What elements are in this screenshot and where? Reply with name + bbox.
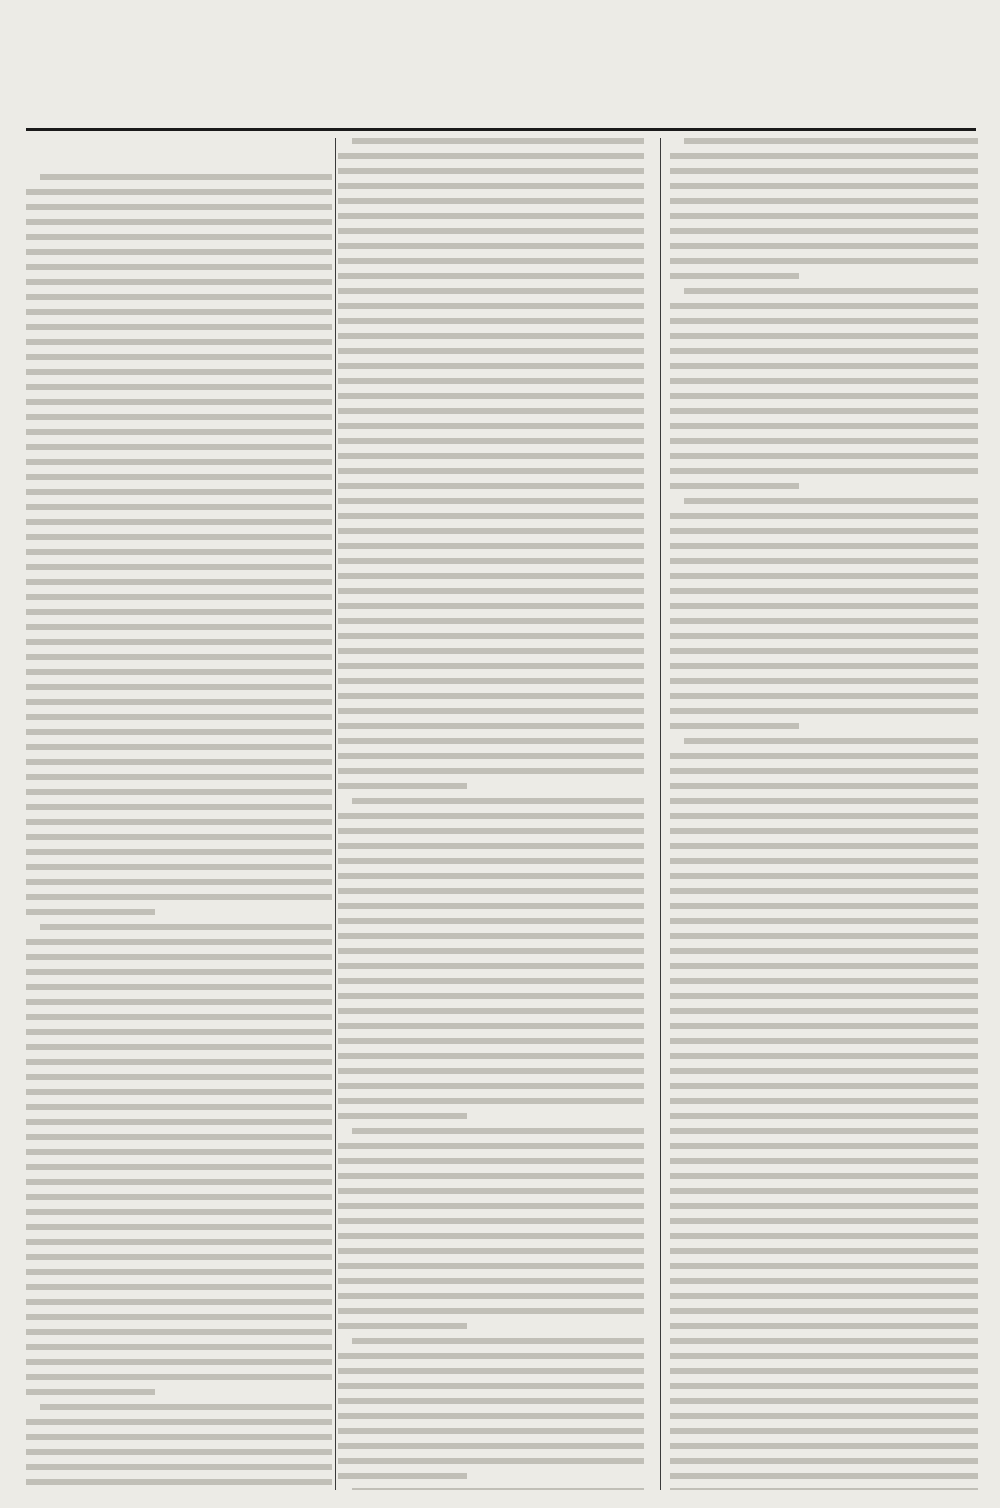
text-line xyxy=(670,1443,978,1449)
text-line xyxy=(26,1419,332,1425)
text-line xyxy=(26,249,332,255)
text-line xyxy=(670,153,978,159)
text-line xyxy=(338,1083,644,1089)
text-line xyxy=(26,1269,332,1275)
text-line xyxy=(338,558,644,564)
text-line xyxy=(26,1029,332,1035)
text-line xyxy=(338,783,467,789)
text-line xyxy=(26,1449,332,1455)
text-line xyxy=(670,168,978,174)
text-line xyxy=(26,1194,332,1200)
text-line xyxy=(26,684,332,690)
text-line xyxy=(26,519,332,525)
article xyxy=(338,138,644,789)
text-line xyxy=(338,198,644,204)
text-line xyxy=(26,474,332,480)
text-line xyxy=(670,333,978,339)
text-line xyxy=(26,579,332,585)
article xyxy=(338,1128,644,1329)
text-line xyxy=(338,183,644,189)
text-line xyxy=(338,168,644,174)
text-line xyxy=(670,468,978,474)
text-line xyxy=(26,1299,332,1305)
text-line xyxy=(26,1119,332,1125)
text-line xyxy=(670,303,978,309)
text-line xyxy=(670,243,978,249)
text-line xyxy=(670,258,978,264)
text-line xyxy=(670,558,978,564)
text-line xyxy=(670,453,978,459)
article xyxy=(338,1338,644,1479)
text-line xyxy=(670,393,978,399)
text-line xyxy=(670,438,978,444)
text-line xyxy=(26,984,332,990)
text-line xyxy=(670,1158,978,1164)
column-2 xyxy=(338,138,644,1490)
text-line xyxy=(26,1089,332,1095)
text-line xyxy=(338,723,644,729)
text-line xyxy=(670,843,978,849)
text-line xyxy=(338,528,644,534)
text-line xyxy=(338,888,644,894)
text-line xyxy=(670,873,978,879)
text-line xyxy=(338,1098,644,1104)
masthead-rule xyxy=(26,128,976,131)
text-line xyxy=(338,213,644,219)
text-line xyxy=(338,1353,644,1359)
text-line xyxy=(26,1164,332,1170)
text-line xyxy=(670,408,978,414)
text-line xyxy=(670,723,799,729)
text-line xyxy=(670,888,978,894)
column-body xyxy=(26,174,332,1490)
text-line xyxy=(26,549,332,555)
text-line xyxy=(684,498,978,504)
text-line xyxy=(338,363,644,369)
text-line xyxy=(338,588,644,594)
text-line xyxy=(26,804,332,810)
text-line xyxy=(26,264,332,270)
text-line xyxy=(338,258,644,264)
text-line xyxy=(338,1068,644,1074)
text-line xyxy=(670,1263,978,1269)
text-line xyxy=(670,708,978,714)
text-line xyxy=(338,153,644,159)
text-line xyxy=(670,1053,978,1059)
text-line xyxy=(338,1398,644,1404)
text-line xyxy=(338,438,644,444)
text-line xyxy=(26,744,332,750)
text-line xyxy=(26,1074,332,1080)
text-line xyxy=(338,813,644,819)
text-line xyxy=(670,1458,978,1464)
text-line xyxy=(338,663,644,669)
text-line xyxy=(670,918,978,924)
text-line xyxy=(670,663,978,669)
text-line xyxy=(26,429,332,435)
text-line xyxy=(338,978,644,984)
text-line xyxy=(26,954,332,960)
text-line xyxy=(26,1209,332,1215)
text-line xyxy=(670,948,978,954)
text-line xyxy=(338,378,644,384)
text-line xyxy=(338,243,644,249)
text-line xyxy=(26,729,332,735)
text-line xyxy=(26,759,332,765)
text-line xyxy=(26,1059,332,1065)
text-line xyxy=(670,858,978,864)
text-line xyxy=(26,189,332,195)
text-line xyxy=(338,1413,644,1419)
text-line xyxy=(338,1383,644,1389)
text-line xyxy=(670,483,799,489)
text-line xyxy=(26,459,332,465)
column-divider xyxy=(660,138,661,1490)
text-line xyxy=(338,468,644,474)
section-title xyxy=(26,142,332,166)
text-line xyxy=(26,534,332,540)
text-line xyxy=(670,693,978,699)
column-1 xyxy=(26,138,332,1490)
text-line xyxy=(26,414,332,420)
text-line xyxy=(670,1398,978,1404)
text-line xyxy=(26,444,332,450)
text-line xyxy=(338,693,644,699)
article xyxy=(670,498,978,729)
text-line xyxy=(670,903,978,909)
text-line xyxy=(338,408,644,414)
text-line xyxy=(26,324,332,330)
text-line xyxy=(26,789,332,795)
text-line xyxy=(26,1359,332,1365)
text-line xyxy=(670,1113,978,1119)
text-line xyxy=(670,1008,978,1014)
text-line xyxy=(338,1008,644,1014)
text-line xyxy=(26,1479,332,1485)
text-line xyxy=(670,1203,978,1209)
text-line xyxy=(26,1014,332,1020)
text-line xyxy=(338,393,644,399)
text-line xyxy=(338,228,644,234)
text-line xyxy=(338,1233,644,1239)
text-line xyxy=(670,828,978,834)
text-line xyxy=(26,354,332,360)
text-line xyxy=(670,363,978,369)
text-line xyxy=(670,573,978,579)
text-line xyxy=(26,1149,332,1155)
text-line xyxy=(26,879,332,885)
text-line xyxy=(338,303,644,309)
text-line xyxy=(670,813,978,819)
text-line xyxy=(670,213,978,219)
text-line xyxy=(338,1473,467,1479)
text-line xyxy=(670,1233,978,1239)
text-line xyxy=(670,273,799,279)
text-line xyxy=(670,768,978,774)
text-line xyxy=(338,1203,644,1209)
text-line xyxy=(338,1143,644,1149)
column-divider xyxy=(335,138,336,1490)
text-line xyxy=(338,273,644,279)
text-line xyxy=(670,1023,978,1029)
text-line xyxy=(670,1128,978,1134)
text-line xyxy=(338,1428,644,1434)
text-line xyxy=(26,399,332,405)
text-line xyxy=(26,564,332,570)
text-line xyxy=(26,624,332,630)
text-line xyxy=(670,678,978,684)
text-line xyxy=(670,1413,978,1419)
text-line xyxy=(684,288,978,294)
text-line xyxy=(338,708,644,714)
text-line xyxy=(670,1038,978,1044)
text-line xyxy=(670,933,978,939)
text-line xyxy=(670,978,978,984)
text-line xyxy=(26,489,332,495)
text-line xyxy=(26,1344,332,1350)
text-line xyxy=(670,1278,978,1284)
text-line xyxy=(338,933,644,939)
text-line xyxy=(338,348,644,354)
text-line xyxy=(338,1308,644,1314)
text-line xyxy=(338,768,644,774)
text-line xyxy=(26,1254,332,1260)
text-line xyxy=(26,234,332,240)
text-line xyxy=(338,498,644,504)
text-line xyxy=(338,903,644,909)
text-line xyxy=(26,369,332,375)
article xyxy=(26,924,332,1395)
article xyxy=(338,1488,644,1490)
text-line xyxy=(338,1113,467,1119)
text-line xyxy=(26,774,332,780)
text-line xyxy=(338,1368,644,1374)
text-line xyxy=(338,1218,644,1224)
text-line xyxy=(26,384,332,390)
text-line xyxy=(26,714,332,720)
article xyxy=(670,138,978,279)
text-line xyxy=(338,873,644,879)
text-line xyxy=(26,1224,332,1230)
text-line xyxy=(26,594,332,600)
text-line xyxy=(352,138,644,144)
text-line xyxy=(338,753,644,759)
text-line xyxy=(670,1428,978,1434)
text-line xyxy=(670,633,978,639)
text-line xyxy=(338,648,644,654)
text-line xyxy=(40,924,332,930)
text-line xyxy=(26,1179,332,1185)
text-line xyxy=(338,948,644,954)
text-line xyxy=(26,999,332,1005)
text-line xyxy=(26,1134,332,1140)
text-line xyxy=(26,294,332,300)
text-line xyxy=(338,828,644,834)
article xyxy=(26,174,332,915)
text-line xyxy=(338,1248,644,1254)
text-line xyxy=(26,204,332,210)
text-line xyxy=(684,138,978,144)
text-line xyxy=(26,819,332,825)
text-line xyxy=(26,1284,332,1290)
text-line xyxy=(670,1353,978,1359)
text-line xyxy=(338,1293,644,1299)
text-line xyxy=(670,423,978,429)
text-line xyxy=(670,963,978,969)
text-line xyxy=(670,513,978,519)
text-line xyxy=(26,1329,332,1335)
text-line xyxy=(670,1308,978,1314)
text-line xyxy=(670,1488,978,1490)
text-line xyxy=(352,1488,644,1490)
text-line xyxy=(338,993,644,999)
text-line xyxy=(338,1053,644,1059)
text-line xyxy=(670,198,978,204)
masthead-title xyxy=(24,58,976,124)
article xyxy=(670,288,978,489)
text-line xyxy=(338,603,644,609)
text-line xyxy=(26,309,332,315)
text-line xyxy=(670,618,978,624)
text-line xyxy=(338,1263,644,1269)
column-body xyxy=(670,138,978,1490)
text-line xyxy=(26,1314,332,1320)
text-line xyxy=(26,609,332,615)
text-line xyxy=(26,939,332,945)
text-line xyxy=(26,279,332,285)
text-line xyxy=(670,1473,978,1479)
text-line xyxy=(338,858,644,864)
text-line xyxy=(26,339,332,345)
article xyxy=(338,798,644,1119)
text-line xyxy=(338,918,644,924)
text-line xyxy=(26,1374,332,1380)
text-line xyxy=(670,1143,978,1149)
text-line xyxy=(670,1293,978,1299)
text-line xyxy=(338,1323,467,1329)
text-line xyxy=(338,618,644,624)
text-line xyxy=(338,1443,644,1449)
text-line xyxy=(338,678,644,684)
text-line xyxy=(338,288,644,294)
text-line xyxy=(26,894,332,900)
text-line xyxy=(338,843,644,849)
text-line xyxy=(338,333,644,339)
text-line xyxy=(670,348,978,354)
text-line xyxy=(684,738,978,744)
text-line xyxy=(26,1464,332,1470)
text-line xyxy=(670,1188,978,1194)
text-line xyxy=(40,1404,332,1410)
text-line xyxy=(352,798,644,804)
text-line xyxy=(338,963,644,969)
text-line xyxy=(670,183,978,189)
text-line xyxy=(338,513,644,519)
article xyxy=(670,738,978,1490)
text-line xyxy=(338,1188,644,1194)
text-line xyxy=(670,1098,978,1104)
text-line xyxy=(670,753,978,759)
text-line xyxy=(670,1323,978,1329)
text-line xyxy=(26,1239,332,1245)
text-line xyxy=(26,1389,155,1395)
text-line xyxy=(26,699,332,705)
text-line xyxy=(338,318,644,324)
text-line xyxy=(670,1218,978,1224)
article xyxy=(26,1404,332,1490)
text-line xyxy=(26,849,332,855)
text-line xyxy=(26,1434,332,1440)
text-line xyxy=(670,1173,978,1179)
text-line xyxy=(352,1338,644,1344)
text-line xyxy=(26,219,332,225)
text-line xyxy=(338,1278,644,1284)
text-line xyxy=(352,1128,644,1134)
text-line xyxy=(26,504,332,510)
text-line xyxy=(338,738,644,744)
text-line xyxy=(26,654,332,660)
text-line xyxy=(670,1383,978,1389)
column-3 xyxy=(670,138,978,1490)
text-line xyxy=(338,453,644,459)
text-line xyxy=(338,633,644,639)
text-line xyxy=(26,639,332,645)
text-line xyxy=(338,1023,644,1029)
text-line xyxy=(338,1458,644,1464)
text-line xyxy=(670,603,978,609)
text-line xyxy=(26,669,332,675)
text-line xyxy=(670,588,978,594)
text-line xyxy=(26,969,332,975)
text-line xyxy=(670,378,978,384)
text-line xyxy=(670,318,978,324)
text-line xyxy=(670,993,978,999)
text-line xyxy=(338,1158,644,1164)
text-line xyxy=(338,543,644,549)
text-line xyxy=(338,423,644,429)
text-line xyxy=(670,528,978,534)
text-line xyxy=(670,543,978,549)
text-line xyxy=(670,1068,978,1074)
text-line xyxy=(338,573,644,579)
text-line xyxy=(670,1368,978,1374)
text-line xyxy=(26,834,332,840)
text-line xyxy=(670,1248,978,1254)
text-line xyxy=(670,798,978,804)
text-line xyxy=(40,174,332,180)
text-line xyxy=(26,1044,332,1050)
text-line xyxy=(338,483,644,489)
text-line xyxy=(670,783,978,789)
text-line xyxy=(26,909,155,915)
text-line xyxy=(670,1083,978,1089)
text-line xyxy=(670,228,978,234)
text-line xyxy=(670,648,978,654)
text-line xyxy=(26,1104,332,1110)
text-line xyxy=(670,1338,978,1344)
text-line xyxy=(26,864,332,870)
text-line xyxy=(338,1173,644,1179)
column-body xyxy=(338,138,644,1490)
text-line xyxy=(338,1038,644,1044)
